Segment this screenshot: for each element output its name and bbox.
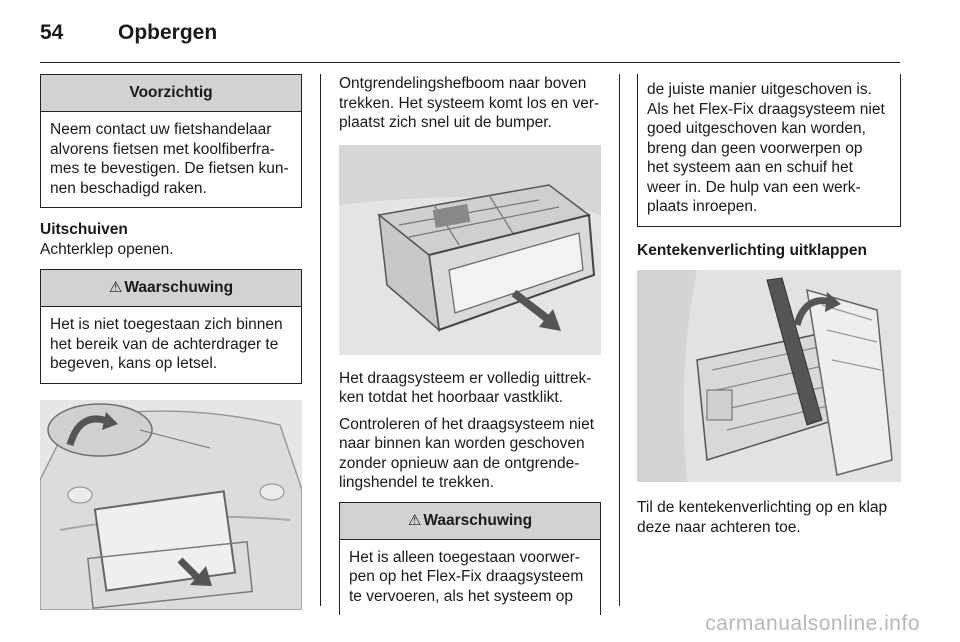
- carrier-extended-illustration: [339, 145, 601, 355]
- text-line: te vervoeren, als het systeem op: [349, 587, 574, 605]
- column-divider: [619, 74, 620, 606]
- text-line: nen beschadigd raken.: [50, 179, 207, 197]
- tailgate-drawing: [40, 400, 302, 610]
- header-rule: [40, 62, 900, 63]
- caution-box: [40, 74, 302, 208]
- text-line: de juiste manier uitgeschoven is.: [647, 81, 872, 98]
- text-line: Ontgrendelingshefboom naar boven: [339, 75, 587, 92]
- text-line: plaatst zich snel uit de bumper.: [339, 114, 552, 131]
- paragraph: [637, 498, 901, 537]
- text-line: breng dan geen voorwerpen op: [647, 139, 863, 157]
- section-heading-uitschuiven: Uitschuiven: [40, 221, 128, 238]
- tailgate-illustration: [40, 400, 302, 610]
- paragraph: [339, 74, 601, 133]
- page-header: [40, 18, 217, 48]
- column-divider: [320, 74, 321, 606]
- text-line: Het draagsysteem er volledig uittrek-: [339, 369, 592, 387]
- page-title: Opbergen: [118, 21, 218, 44]
- warning-title: [41, 270, 301, 307]
- warning-title-text: Waarschuwing: [124, 279, 234, 296]
- warning-box: [40, 269, 302, 384]
- paragraph: [339, 415, 601, 493]
- warning-triangle-icon: ⚠: [407, 511, 422, 529]
- text-line: begeven, kans op letsel.: [50, 355, 218, 372]
- text-line: mes te bevestigen. De fietsen kun-: [50, 160, 289, 177]
- carrier-drawing: [339, 145, 601, 355]
- warning-box-continued: [637, 74, 901, 227]
- text-line: trekken. Het systeem komt los en ver-: [339, 94, 600, 112]
- text-line: lingshendel te trekken.: [339, 474, 495, 491]
- text-line: deze naar achteren toe.: [637, 518, 801, 536]
- caution-text: [41, 112, 301, 207]
- warning-text: [41, 307, 301, 383]
- text-line: Til de kentekenverlichting op en klap: [637, 499, 888, 516]
- text-line: het systeem aan en schuif het: [647, 159, 853, 176]
- text-line: weer in. De hulp van een werk-: [647, 178, 861, 196]
- text-line: Het is niet toegestaan zich binnen: [50, 316, 283, 333]
- paragraph: [339, 369, 601, 408]
- page-number: 54: [40, 21, 64, 44]
- text-line: zonder opnieuw aan de ontgrende-: [339, 454, 580, 472]
- license-light-drawing: [637, 270, 901, 482]
- paragraph: Achterklep openen.: [40, 240, 174, 258]
- text-line: plaats inroepen.: [647, 198, 758, 215]
- text-line: Als het Flex-Fix draagsysteem niet: [647, 100, 885, 118]
- text-line: ken totdat het hoorbaar vastklikt.: [339, 389, 564, 406]
- text-line: goed uitgeschoven kan worden,: [647, 120, 866, 137]
- warning-title: [340, 503, 600, 540]
- text-line: Controleren of het draagsysteem niet: [339, 415, 595, 433]
- column-2: [339, 74, 601, 615]
- caution-title: Voorzichtig: [41, 75, 301, 112]
- text-line: het bereik van de achterdrager te: [50, 335, 279, 353]
- warning-triangle-icon: ⚠: [108, 279, 123, 296]
- warning-box: [339, 502, 601, 616]
- column-3: [637, 74, 901, 537]
- license-light-illustration: [637, 270, 901, 482]
- column-1: [40, 74, 302, 610]
- text-line: pen op het Flex-Fix draagsysteem: [349, 568, 584, 585]
- warning-title-text: Waarschuwing: [423, 511, 533, 529]
- section-heading-kentekenverlichting: Kentekenverlichting uitklappen: [637, 241, 867, 259]
- text-line: alvorens fietsen met koolfiberfra-: [50, 140, 275, 158]
- watermark: carmanualsonline.info: [705, 612, 920, 635]
- text-line: Neem contact uw fietshandelaar: [50, 121, 272, 138]
- text-line: naar binnen kan worden geschoven: [339, 435, 585, 452]
- text-line: Het is alleen toegestaan voorwer-: [349, 548, 580, 566]
- warning-text: [638, 74, 900, 226]
- warning-text: [340, 540, 600, 616]
